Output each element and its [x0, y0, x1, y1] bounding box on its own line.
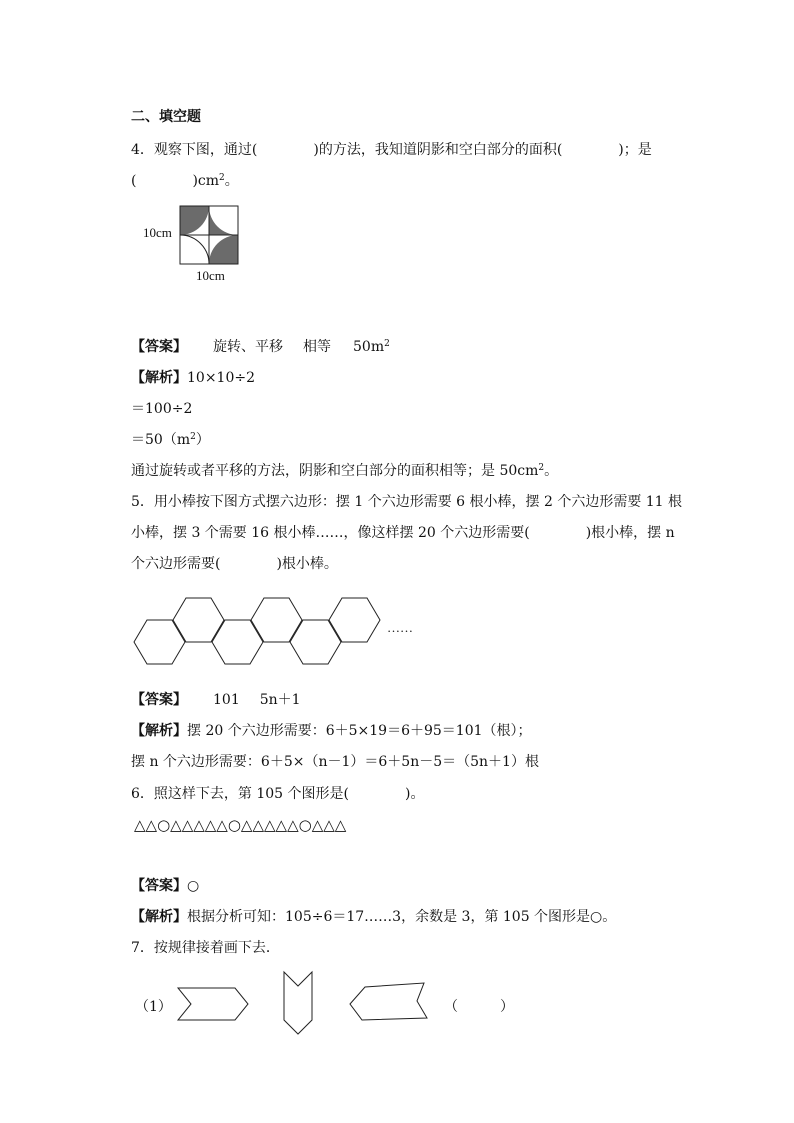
- q4-analysis-line3: $=50(m^2)$: [131, 432, 210, 448]
- q6-answer: 【答案】○: [131, 878, 200, 894]
- q5-text-line2: 小棒，摆 3 个需要 16 根小棒……，像这样摆 20 个六边形需要( )根小棒，摆 n: [131, 525, 675, 541]
- q6-analysis-line1: 【解析】根据分析可知：105÷6＝17……3，余数是 3，第 105 个图形是○。: [131, 909, 617, 925]
- q5-analysis-line1: 【解析】摆 20 个六边形需要：6＋5×19＝6＋95＝101（根）；: [131, 723, 532, 739]
- q5-answer: 【答案】 101 5n＋1: [131, 692, 301, 708]
- q7-item-label: （1）: [135, 999, 172, 1015]
- q4-square-figure: [140, 200, 250, 290]
- q7-answer-blank[interactable]: （ ）: [444, 999, 514, 1015]
- q4-answer: 【答案】 旋转、平移 相等 $50m^2$: [131, 339, 390, 355]
- q4-analysis-line4: 通过旋转或者平移的方法，阴影和空白部分的面积相等；是 $50cm^2$。: [131, 463, 559, 479]
- q4-text-line2: ( )$cm^2$。: [131, 173, 239, 189]
- q5-hexagon-figure: [134, 596, 424, 668]
- q5-text-line3: 个六边形需要( )根小棒。: [131, 556, 338, 572]
- q7-arrow-shape-3: [350, 983, 427, 1020]
- q5-analysis-line2: 摆 n 个六边形需要：6＋5×（n－1）＝6＋5n－5＝（5n＋1）根: [131, 754, 539, 770]
- q5-text-line1: 5．用小棒按下图方式摆六边形：摆 1 个六边形需要 6 根小棒，摆 2 个六边形需要 11 根: [131, 494, 683, 510]
- q4-bottom-label: 10cm: [196, 268, 225, 283]
- q5-ellipsis: ……: [387, 620, 413, 635]
- q7-arrow-shape-1: [178, 988, 248, 1020]
- q6-text-line1: 6．照这样下去，第 105 个图形是( )。: [131, 786, 425, 802]
- q4-analysis-line1: 【解析】10×10÷2: [131, 370, 255, 386]
- q7-arrow-shape-2: [284, 972, 312, 1034]
- section-title: 二、填空题: [131, 109, 201, 125]
- q6-shape-sequence: △△○△△△△△○△△△△△○△△△: [134, 816, 347, 834]
- q4-side-label: 10cm: [143, 225, 172, 240]
- q7-text-line1: 7．按规律接着画下去．: [131, 940, 280, 956]
- q4-text-line1: 4．观察下图，通过( )的方法，我知道阴影和空白部分的面积( )；是: [131, 142, 652, 158]
- q4-analysis-line2: ＝100÷2: [131, 401, 193, 417]
